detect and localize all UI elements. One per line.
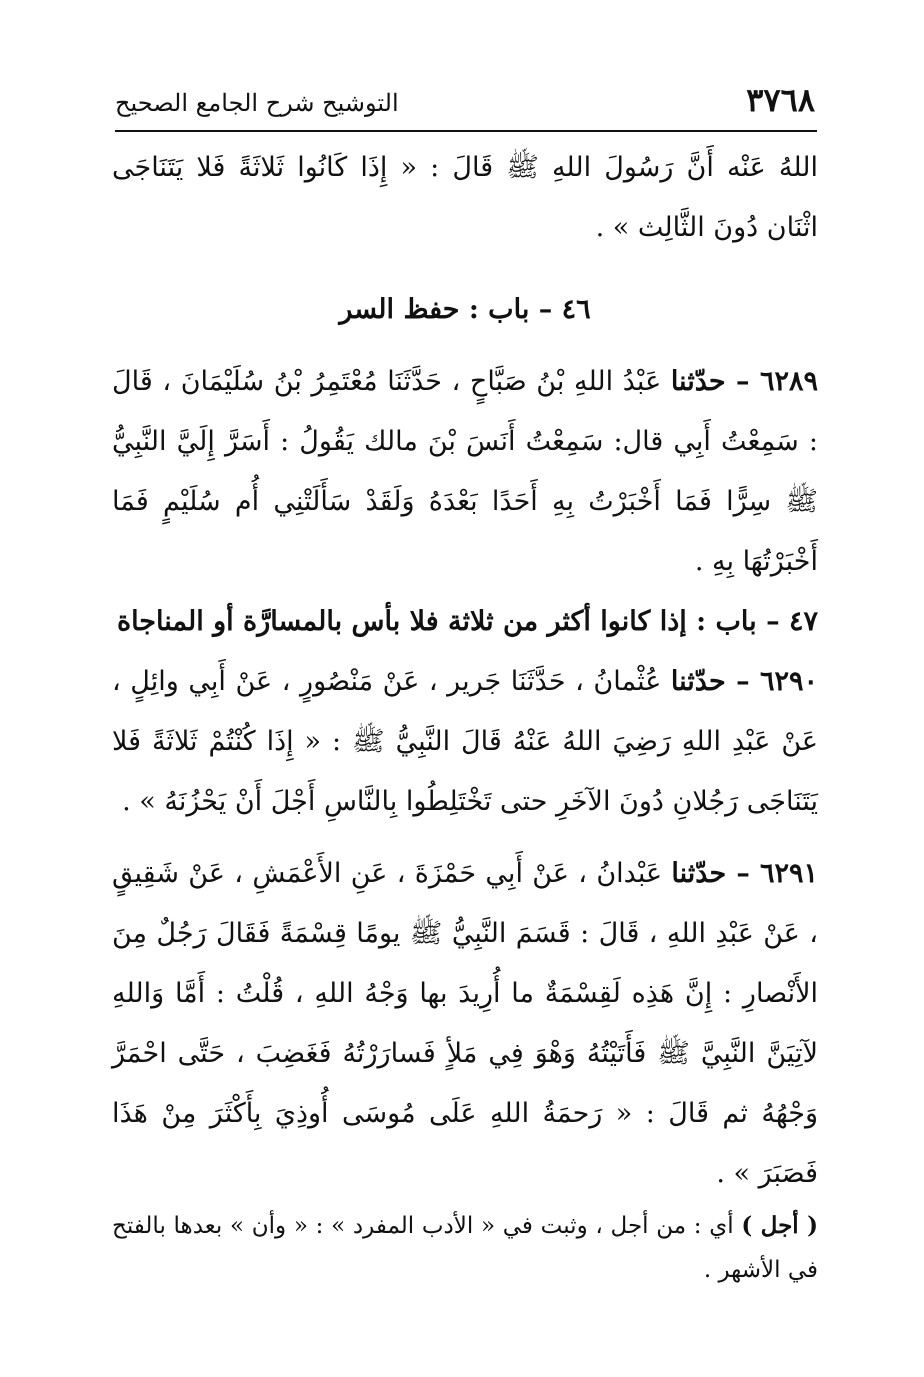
hadith-6290-number: ٦٢٩٠ – حدّثنا xyxy=(670,666,818,697)
hadith-6291-number: ٦٢٩١ – حدّثنا xyxy=(671,858,818,889)
chapter-heading-46: ٤٦ – باب : حفظ السر xyxy=(339,294,591,325)
header-divider xyxy=(115,130,817,132)
continuation-paragraph: اللهُ عَنْه أَنَّ رَسُولَ اللهِ ﷺ قَالَ : « إِذَا كَانُوا ثَلاثَةً فَلا يَتَنَاجَى اثْنَان دُونَ الثَّالِث » . xyxy=(112,152,818,243)
hadith-6290 xyxy=(112,652,818,832)
hadith-6289 xyxy=(112,352,818,592)
running-title: التوشيح شرح الجامع الصحيح xyxy=(115,89,399,117)
chapter-heading-47: ٤٧ – باب : إذا كانوا أكثر من ثلاثة فلا بأس بالمسارَّة أو المناجاة xyxy=(116,606,818,637)
commentary-note-term: ( أجل ) xyxy=(741,1212,818,1239)
hadith-6289-number: ٦٢٨٩ – حدّثنا xyxy=(670,366,818,397)
hadith-6290-text: عُثْمانُ ، حَدَّثَنَا جَرير ، عَنْ مَنْصُورٍ ، عَنْ أَبِي وائِلٍ ، عَنْ عَبْدِ اللهِ رَضِيَ اللهُ عَنْهُ قَالَ النَّبِيُّ ﷺ : « إِذَا كُنْتُمْ ثَلاثَةً فَلا يَتَنَاجَى رَجُلانِ دُونَ الآخَرِ حتى تَخْتَلِطُوا بِالنَّاسِ أَجْلَ أَنْ يَحْزُنَهُ » . xyxy=(112,666,818,817)
commentary-note-text: أي : من أجل ، وثبت في « الأدب المفرد » : « وأن » بعدها بالفتح في الأشهر . xyxy=(112,1213,818,1283)
page-body xyxy=(112,138,818,1292)
hadith-6291-text: عَبْدانُ ، عَنْ أَبِي حَمْزَةَ ، عَنِ الأَعْمَشِ ، عَنْ شَقِيقٍ ، عَنْ عَبْدِ اللهِ ، قَالَ : قَسَمَ النَّبِيُّ ﷺ يومًا قِسْمَةً فَقَالَ رَجُلٌ مِنَ الأَنْصارِ : إِنَّ هَذِه لَقِسْمَةٌ ما أُرِيدَ بها وَجْهُ اللهِ ، قُلْتُ : أَمَّا وَاللهِ لآتِيَنَّ النَّبِيَّ ﷺ فَأَتَيْتُهُ وَهْوَ فِي مَلأٍ فَسارَرْتُهُ فَغَضِبَ ، حَتَّى احْمَرَّ وَجْهُهُ ثم قَالَ : « رَحمَةُ اللهِ عَلَى مُوسَى أُوذِيَ بِأَكْثَرَ مِنْ هَذَا فَصَبَرَ » . xyxy=(112,858,818,1189)
commentary-note xyxy=(112,1204,818,1292)
hadith-6289-text: عَبْدُ اللهِ بْنُ صَبَّاحٍ ، حَدَّثَنَا مُعْتَمِرُ بْنُ سُلَيْمَانَ ، قَالَ : سَمِعْتُ أَبِي قال: سَمِعْتُ أَنَسَ بْنَ مالك يَقُولُ : أَسَرَّ إِلَيَّ النَّبِيُّ ﷺ سِرًّا فَمَا أَخْبَرْتُ بِهِ أَحَدًا بَعْدَهُ وَلَقَدْ سَأَلَتْنِي أُم سُلَيْمٍ فَمَا أَخْبَرْتُهَا بِهِ . xyxy=(112,366,818,577)
hadith-6291 xyxy=(112,844,818,1204)
page-header xyxy=(115,80,815,124)
page-number: ٣٧٦٨ xyxy=(746,81,815,119)
